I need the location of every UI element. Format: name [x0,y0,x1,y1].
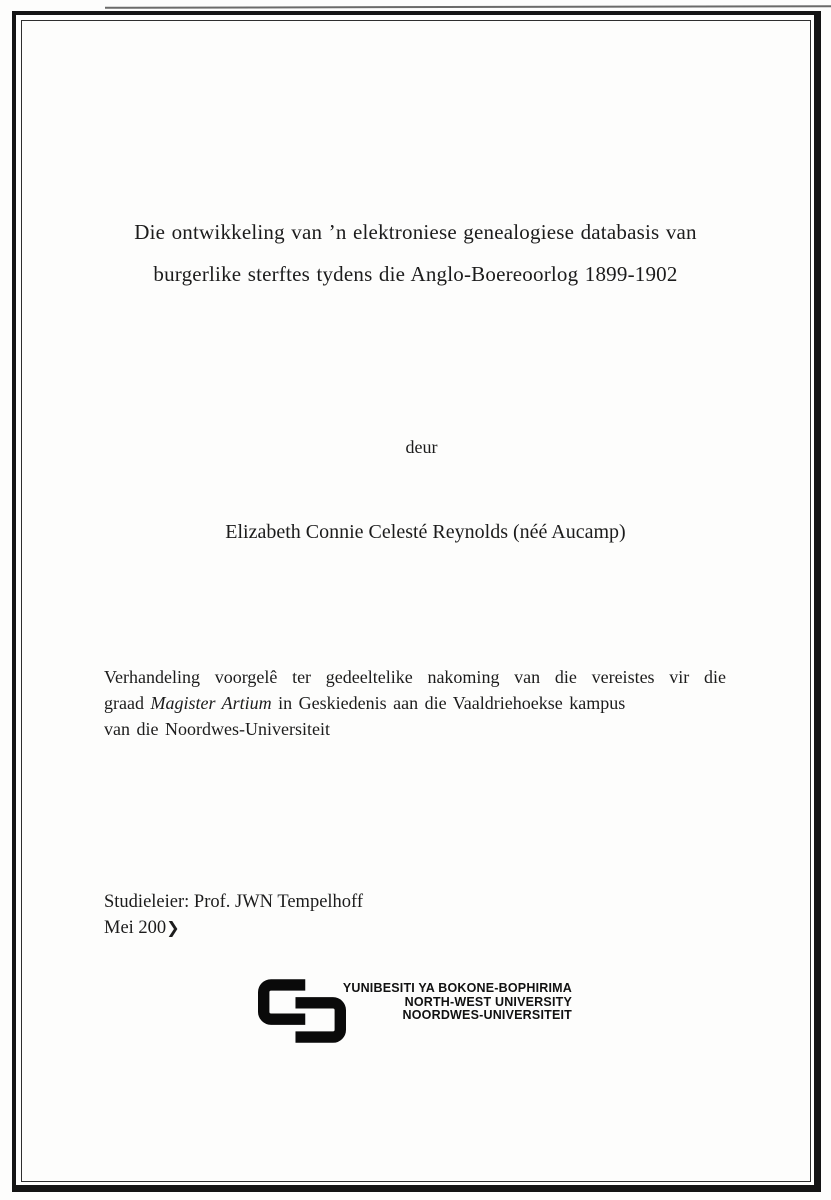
supervisor-block [104,890,363,941]
logo-line-english: NORTH-WEST UNIVERSITY [404,994,572,1009]
date-seven-glyph: ❯ [166,918,179,937]
supervisor-line: Studieleier: Prof. JWN Tempelhoff [104,892,364,912]
date-text: Mei 200 [104,918,167,938]
degree-name-italic: Magister Artium [150,693,272,713]
thesis-title [60,211,771,295]
degree-statement-line3: van die Noordwes-Universiteit [104,719,330,739]
degree-statement-line2 [104,690,726,716]
author-name: Elizabeth Connie Celesté Reynolds (néé Aucamp) [225,521,626,543]
university-logo [258,979,572,1043]
university-logo-text [320,982,572,1023]
date-line [104,915,363,941]
logo-line-afrikaans: NOORDWES-UNIVERSITEIT [402,1008,572,1023]
degree-statement-line2-pre: graad [104,693,151,713]
thesis-title-line2: burgerlike sterftes tydens die Anglo-Boereoorlog 1899-1902 [153,262,678,286]
degree-statement-line2-post: in Geskiedenis aan die Vaaldriehoekse kampus [271,693,626,713]
scan-artifact-line [105,5,831,9]
byline-label: deur [405,437,438,457]
logo-line-setswana: YUNIBESITI YA BOKONE-BOPHIRIMA [342,981,572,995]
degree-statement [104,664,726,742]
degree-statement-line1: Verhandeling voorgelê ter gedeeltelike nakoming van die vereistes vir die [104,667,726,687]
thesis-title-line1: Die ontwikkeling van ’n elektroniese genealogiese databasis van [134,220,697,244]
